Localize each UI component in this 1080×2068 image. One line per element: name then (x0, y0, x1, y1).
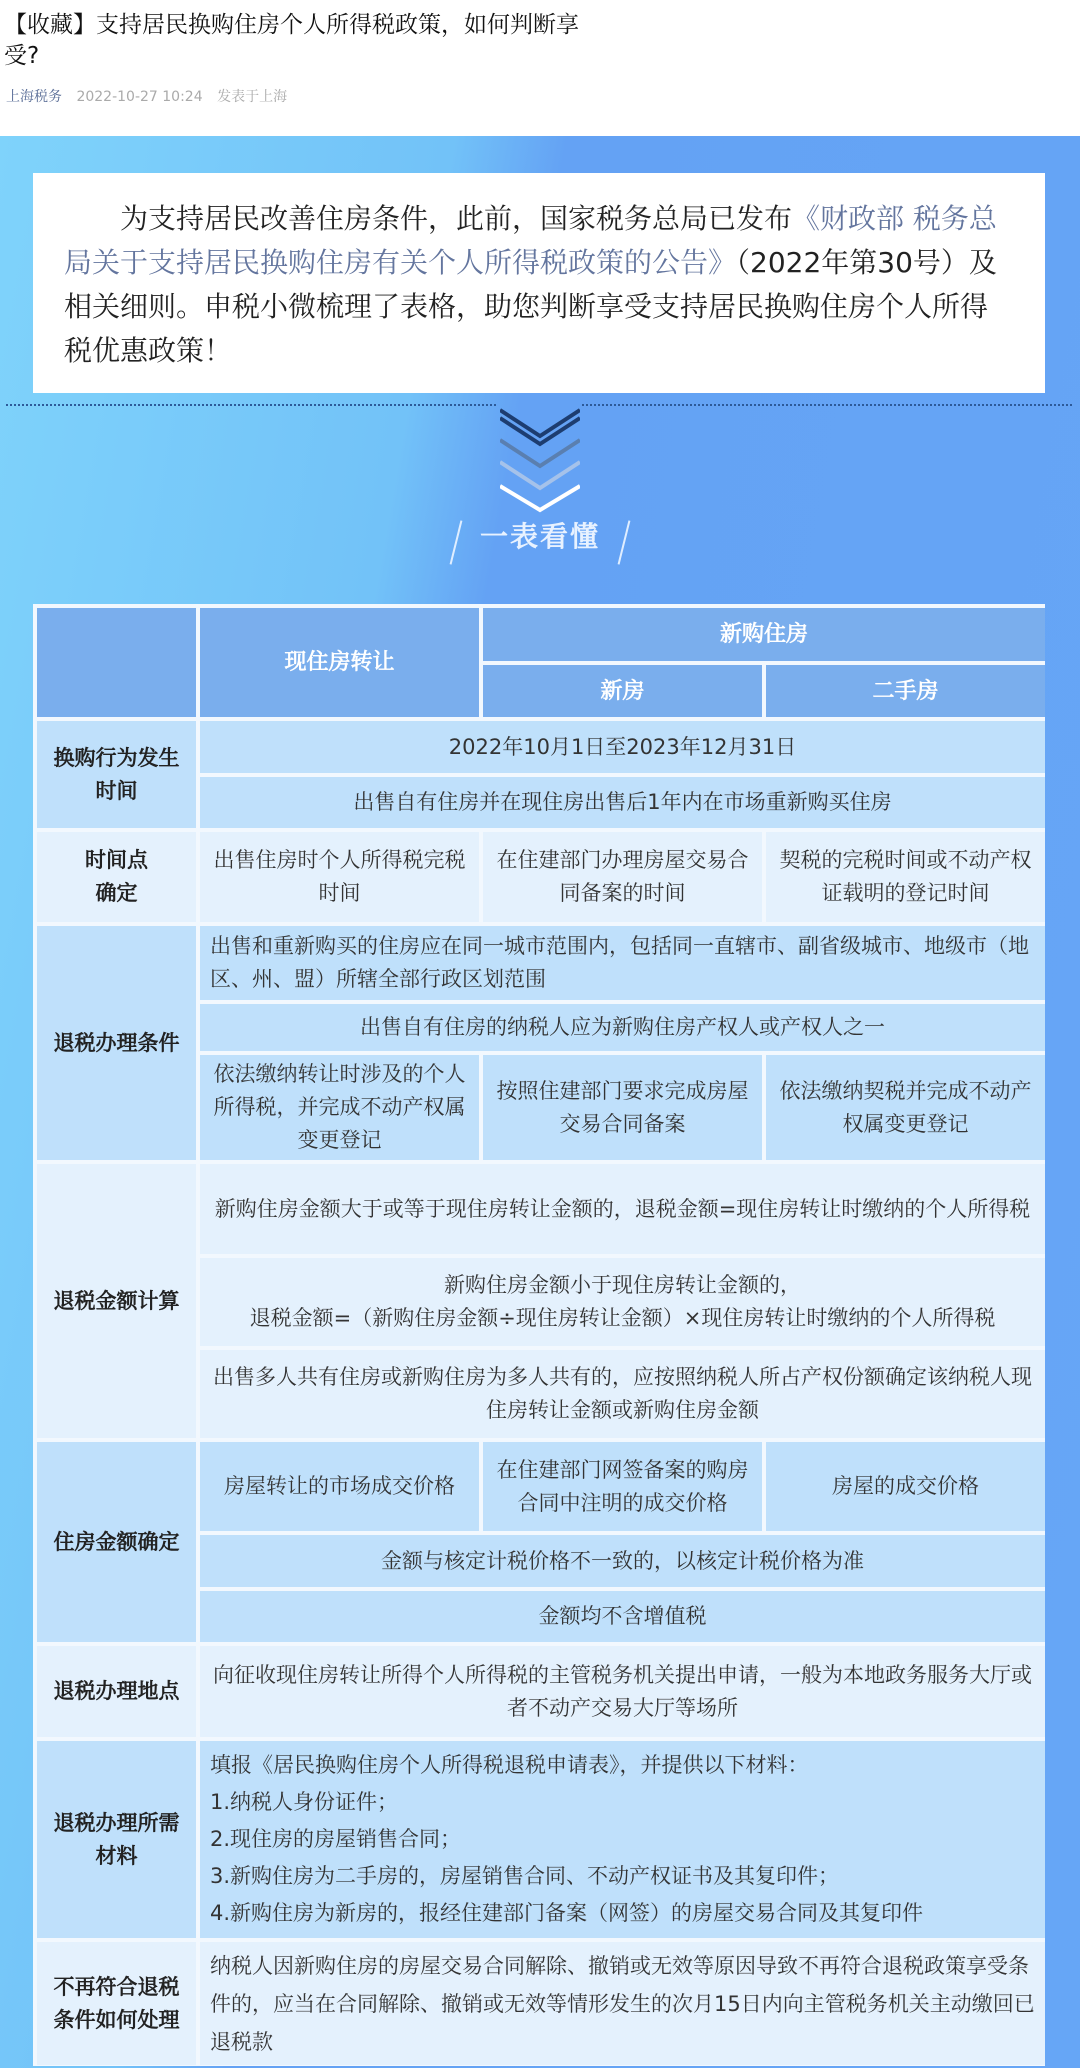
cell-amount-vat: 金额均不含增值税 (200, 1591, 1045, 1642)
author-link[interactable]: 上海税务 (6, 89, 62, 105)
header-new-house: 新房 (483, 665, 762, 717)
announcement-link: 《财政部 税务总局关于支持居民换购住房有关个人所得税政策的公告》 (64, 202, 997, 279)
divider-right (582, 404, 1072, 406)
row-label-place: 退税办理地点 (37, 1646, 196, 1737)
row-label-calc: 退税金额计算 (37, 1164, 196, 1438)
row-label-amount: 住房金额确定 (37, 1442, 196, 1642)
materials-item: 2.现住房的房屋销售合同； (210, 1827, 462, 1851)
header-second-hand: 二手房 (766, 665, 1045, 717)
cell-calc-2: 新购住房金额小于现住房转让金额的， 退税金额=（新购住房金额÷现住房转让金额）×现住房转让时缴纳的个人所得税 (200, 1258, 1045, 1346)
cell-conditions-owner: 出售自有住房的纳税人应为新购住房产权人或产权人之一 (200, 1004, 1045, 1051)
row-label-conditions: 退税办理条件 (37, 926, 196, 1160)
cell-calc-1: 新购住房金额大于或等于现住房转让金额的，退税金额=现住房转让时缴纳的个人所得税 (200, 1164, 1045, 1254)
cell-materials (200, 1741, 1045, 1938)
article-meta (6, 86, 287, 106)
cell-timepoint-new: 在住建部门办理房屋交易合同备案的时间 (483, 832, 762, 922)
intro-box (33, 173, 1045, 393)
cell-conditions-new: 按照住建部门要求完成房屋交易合同备案 (483, 1055, 762, 1160)
cell-conditions-second: 依法缴纳契税并完成不动产权属变更登记 (766, 1055, 1045, 1160)
cell-amount-assessed: 金额与核定计税价格不一致的，以核定计税价格为准 (200, 1535, 1045, 1587)
materials-item: 3.新购住房为二手房的，房屋销售合同、不动产权证书及其复印件； (210, 1864, 840, 1888)
cell-amount-new: 在住建部门网签备案的购房合同中注明的成交价格 (483, 1442, 762, 1531)
section-title: 一表看懂 (479, 520, 600, 553)
cell-timepoint-second: 契税的完税时间或不动产权证载明的登记时间 (766, 832, 1045, 922)
chevrons-down-icon (500, 408, 580, 513)
cell-time-desc: 出售自有住房并在现住房出售后1年内在市场重新购买住房 (200, 777, 1045, 828)
cell-timepoint-current: 出售住房时个人所得税完税时间 (200, 832, 479, 922)
publish-time: 2022-10-27 10:24 (76, 89, 203, 105)
materials-item: 4.新购住房为新房的，报经住建部门备案（网签）的房屋交易合同及其复印件 (210, 1901, 924, 1925)
header-current: 现住房转让 (200, 608, 479, 717)
article-title: 【收藏】支持居民换购住房个人所得税政策，如何判断享受? (4, 12, 579, 69)
materials-item: 填报《居民换购住房个人所得税退税申请表》，并提供以下材料： (210, 1753, 809, 1777)
materials-item: 1.纳税人身份证件； (210, 1790, 399, 1814)
policy-table (33, 604, 1045, 2066)
header-corner (37, 608, 196, 717)
row-label-ineligible: 不再符合退税 条件如何处理 (37, 1942, 196, 2065)
intro-text-before: 为支持居民改善住房条件，此前，国家税务总局已发布 (120, 202, 793, 235)
cell-period: 2022年10月1日至2023年12月31日 (200, 721, 1045, 773)
divider-left (6, 404, 496, 406)
row-label-time: 换购行为发生 时间 (37, 721, 196, 828)
cell-conditions-current: 依法缴纳转让时涉及的个人所得税，并完成不动产权属变更登记 (200, 1055, 479, 1160)
cell-calc-3: 出售多人共有住房或新购住房为多人共有的，应按照纳税人所占产权份额确定该纳税人现住房转让金额或新购住房金额 (200, 1350, 1045, 1438)
row-label-materials: 退税办理所需 材料 (37, 1741, 196, 1938)
header-new-purchase: 新购住房 (483, 608, 1045, 661)
intro-text-after: （2022年第30号）及相关细则。申税小微梳理了表格，助您判断享受支持居民换购住房个人所得税优惠政策！ (64, 246, 997, 367)
row-label-timepoint: 时间点 确定 (37, 832, 196, 922)
cell-place: 向征收现住房转让所得个人所得税的主管税务机关提出申请，一般为本地政务服务大厅或者不动产交易大厅等场所 (200, 1646, 1045, 1737)
cell-amount-current: 房屋转让的市场成交价格 (200, 1442, 479, 1531)
cell-ineligible: 纳税人因新购住房的房屋交易合同解除、撤销或无效等原因导致不再符合退税政策享受条件的，应当在合同解除、撤销或无效等情形发生的次月15日内向主管税务机关主动缴回已退税款 (200, 1942, 1045, 2065)
cell-conditions-city: 出售和重新购买的住房应在同一城市范围内，包括同一直辖市、副省级城市、地级市（地区、州、盟）所辖全部行政区划范围 (200, 926, 1045, 1000)
cell-amount-second: 房屋的成交价格 (766, 1442, 1045, 1531)
publish-location: 发表于上海 (217, 89, 288, 105)
